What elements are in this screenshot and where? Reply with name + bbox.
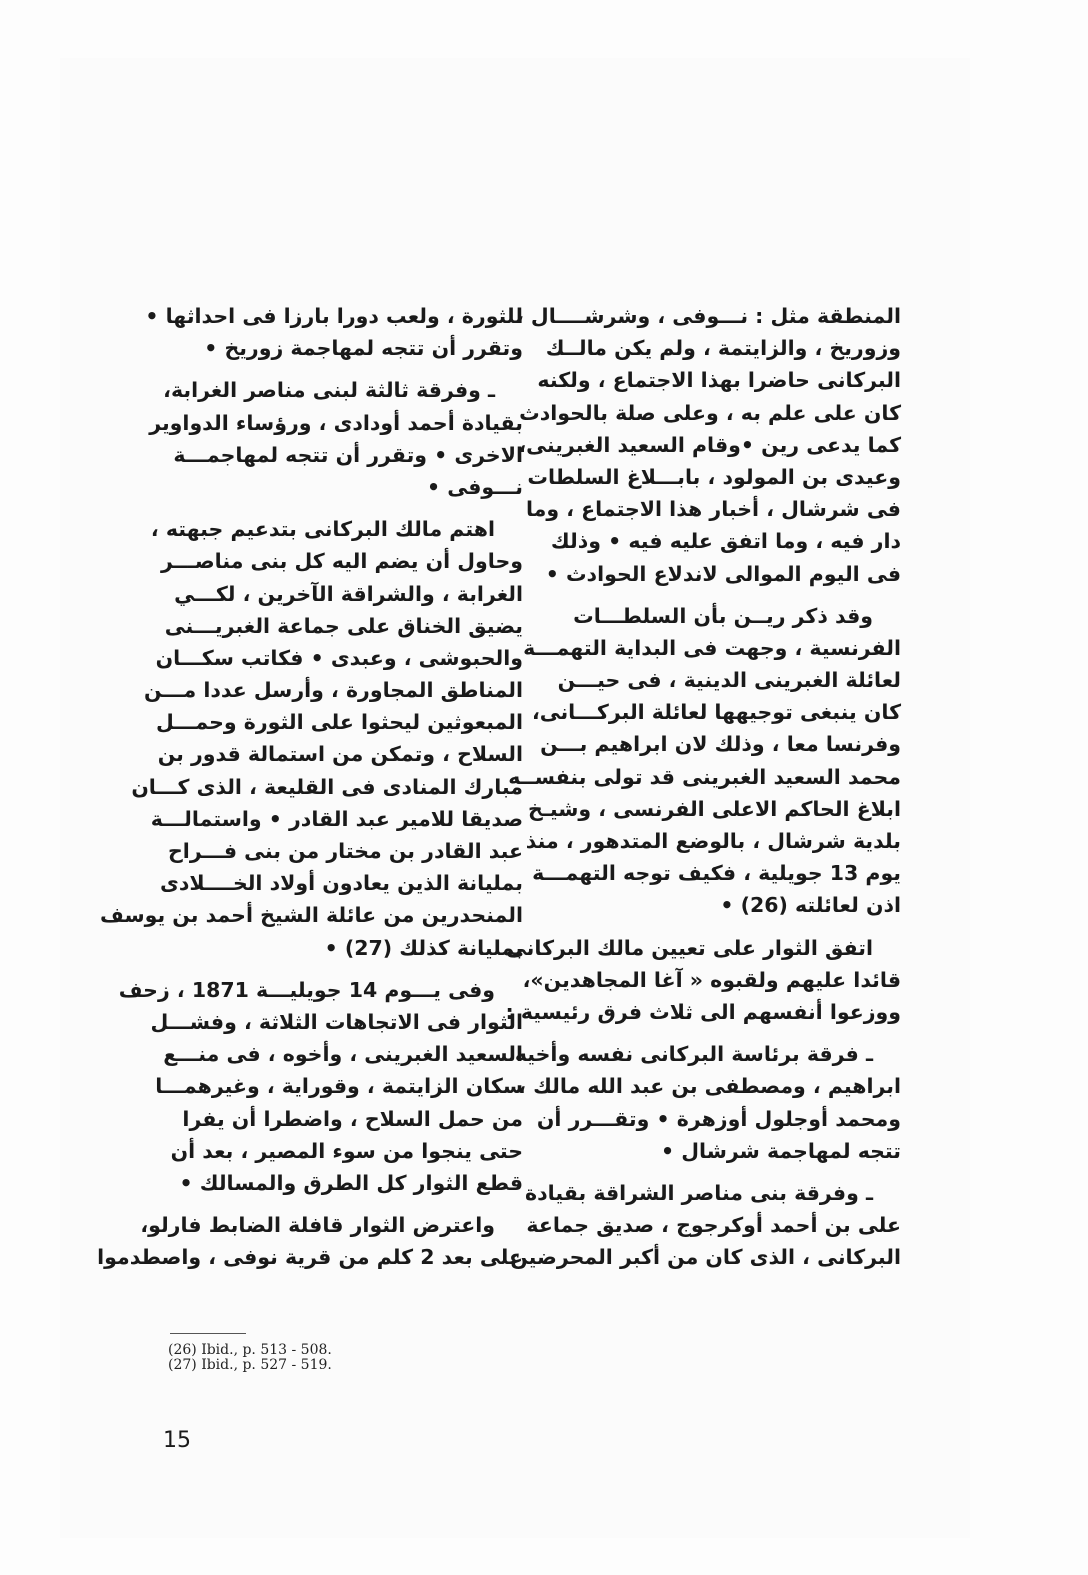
- paragraph-gap: [160, 503, 523, 513]
- text-line: كان ينبغى توجيهها لعائلة البركـــانى،: [531, 700, 901, 725]
- text-line: فى اليوم الموالى لاندلاع الحوادث •: [545, 561, 901, 586]
- text-line: ـ فرقة برئاسة البركانى نفسه وأخيه: [514, 1042, 873, 1067]
- paragraph: [514, 1038, 901, 1167]
- text-line: على بن أحمد أوكرجوج ، صديق جماعة: [526, 1213, 901, 1238]
- text-line: اتفق الثوار على تعيين مالك البركانى: [505, 935, 873, 960]
- footnote-27: (27) Ibid., p. 527 - 519.: [168, 1357, 332, 1373]
- text-line: السعيد الغبرينى ، وأخوه ، فى منـــع: [163, 1042, 523, 1067]
- text-line: وفرنسا معا ، وذلك لان ابراهيم بـــن: [540, 732, 901, 757]
- paragraph-gap: [160, 1199, 523, 1209]
- text-line: الثوار فى الاتجاهات الثلاثة ، وفشـــل: [150, 1009, 523, 1034]
- paragraph: [508, 600, 901, 922]
- paragraph-gap: [160, 364, 523, 374]
- text-line: ـ وفرقة ثالثة لبنى مناصر الغرابة،: [163, 378, 495, 403]
- text-line: الاخرى • وتقرر أن تتجه لمهاجمـــة: [173, 442, 523, 467]
- text-line: مبارك المنادى فى القليعة ، الذى كـــان: [131, 774, 523, 799]
- text-line: محمد السعيد الغبرينى قد تولى بنفســه: [508, 764, 901, 789]
- text-line: وعيدى بن المولود ، بابـــلاغ السلطات: [527, 464, 901, 489]
- paragraph: [149, 374, 523, 503]
- text-line: البركانى ، الذى كان من أكبر المحرضين: [510, 1245, 901, 1270]
- paragraph: [97, 1209, 523, 1273]
- paragraph: [118, 974, 523, 1199]
- text-line: سكان الزايتمة ، وقوراية ، وغيرهمـــا: [155, 1074, 523, 1099]
- text-line: البركانى حاضرا بهذا الاجتماع ، ولكنه: [537, 368, 901, 393]
- text-line: وتقرر أن تتجه لمهاجمة زوريخ •: [204, 336, 523, 361]
- paragraph: [100, 513, 523, 964]
- text-line: والحبوشى ، وعبدى • فكاتب سكـــان: [155, 645, 523, 670]
- text-line: على بعد 2 كلم من قرية نوفى ، واصطدموا: [97, 1245, 523, 1270]
- text-line: حتى ينجوا من سوء المصير ، بعد أن: [170, 1138, 523, 1163]
- text-line: نـــوفى •: [427, 474, 523, 499]
- paragraph-gap: [160, 964, 523, 974]
- text-line: بمليانة كذلك (27) •: [324, 935, 523, 960]
- text-line: وفى يـــوم 14 جويليـــة 1871 ، زحف: [118, 977, 495, 1002]
- text-line: من حمل السلاح ، واضطرا أن يفرا: [182, 1106, 523, 1131]
- text-line: ـ وفرقة بنى مناصر الشراقة بقيادة: [525, 1180, 873, 1205]
- footnotes: [168, 1343, 332, 1373]
- text-line: ابلاغ الحاكم الاعلى الفرنسى ، وشيـخ: [528, 796, 901, 821]
- text-line: عبد القادر بن مختار من بنى فـــراح: [168, 839, 523, 863]
- text-line: واعترض الثوار قافلة الضابط فارلو،: [140, 1213, 495, 1238]
- text-line: يضيق الخناق على جماعة الغبريـــنى: [164, 613, 523, 638]
- text-line: اهتم مالك البركانى بتدعيم جبهته ،: [150, 517, 495, 542]
- text-line: السلاح ، وتمكن من استمالة قدور بن: [157, 742, 523, 767]
- text-line: تتجه لمهاجمة شرشال •: [661, 1138, 901, 1163]
- paragraph-gap: [538, 922, 901, 932]
- text-line: اذن لعائلته (26) •: [720, 893, 901, 918]
- right-text-column: [505, 300, 901, 1273]
- text-line: المبعوثين ليحثوا على الثورة وحمـــل: [156, 710, 523, 735]
- paragraph-gap: [538, 1167, 901, 1177]
- text-line: المنحدرين من عائلة الشيخ أحمد بن يوسف: [100, 903, 523, 928]
- text-line: للثورة ، ولعب دورا بارزا فى احداثها •: [145, 304, 523, 328]
- text-line: المنطقة مثل : نـــوفى ، وشرشــــال ،: [515, 304, 901, 328]
- text-line: ابراهيم ، ومصطفى بن عبد الله مالك ،: [518, 1074, 901, 1099]
- text-line: فى شرشال ، أخبار هذا الاجتماع ، وما: [525, 497, 901, 522]
- paragraph-gap: [538, 1028, 901, 1038]
- text-line: كما يدعى رين •وقام السعيد الغبرينى،: [518, 432, 901, 457]
- text-line: وحاول أن يضم اليه كل بنى مناصـــر: [161, 549, 523, 574]
- text-line: الغرابة ، والشراقة الآخرين ، لكـــي: [174, 581, 523, 606]
- text-line: المناطق المجاورة ، وأرسل عددا مـــن: [144, 678, 523, 703]
- text-line: وقد ذكر ريــن بأن السلطـــات: [573, 603, 873, 628]
- paragraph: [515, 300, 901, 590]
- text-line: كان على علم به ، وعلى صلة بالحوادث: [519, 400, 901, 425]
- text-line: صديقا للامير عبد القادر • واستمالـــة: [150, 806, 523, 831]
- text-line: ومحمد أوجلول أوزهرة • وتقـــرر أن: [536, 1106, 901, 1131]
- paragraph: [505, 932, 901, 1029]
- paragraph: [510, 1177, 901, 1274]
- footnote-26: (26) Ibid., p. 513 - 508.: [168, 1342, 332, 1358]
- text-line: بلدية شرشال ، بالوضع المتدهور ، منذ: [525, 829, 901, 853]
- left-text-column: [97, 300, 523, 1273]
- paragraph-gap: [538, 590, 901, 600]
- footnote-separator: [170, 1333, 246, 1334]
- text-line: بقيادة أحمد أودادى ، ورؤساء الدواوير: [149, 410, 523, 435]
- text-line: دار فيه ، وما اتفق عليه فيه • وذلك: [550, 529, 901, 554]
- paragraph: [145, 300, 523, 364]
- text-line: بمليانة الذين يعادون أولاد الخــــلادى: [160, 871, 523, 896]
- text-line: ووزعوا أنفسهم الى ثلاث فرق رئيسية :: [505, 999, 901, 1024]
- page-number: 15: [163, 1428, 191, 1453]
- text-line: وزوريخ ، والزايتمة ، ولم يكن مالــك: [545, 336, 901, 361]
- text-line: لعائلة الغبرينى الدينية ، فى حيـــن: [557, 668, 901, 693]
- text-line: قطع الثوار كل الطرق والمسالك •: [179, 1170, 523, 1195]
- text-line: يوم 13 جويلية ، فكيف توجه التهمـــة: [532, 861, 901, 886]
- text-line: الفرنسية ، وجهت فى البداية التهمـــة: [523, 635, 901, 660]
- text-line: قائدا عليهم ولقبوه « آغا المجاهدين»،: [522, 967, 901, 992]
